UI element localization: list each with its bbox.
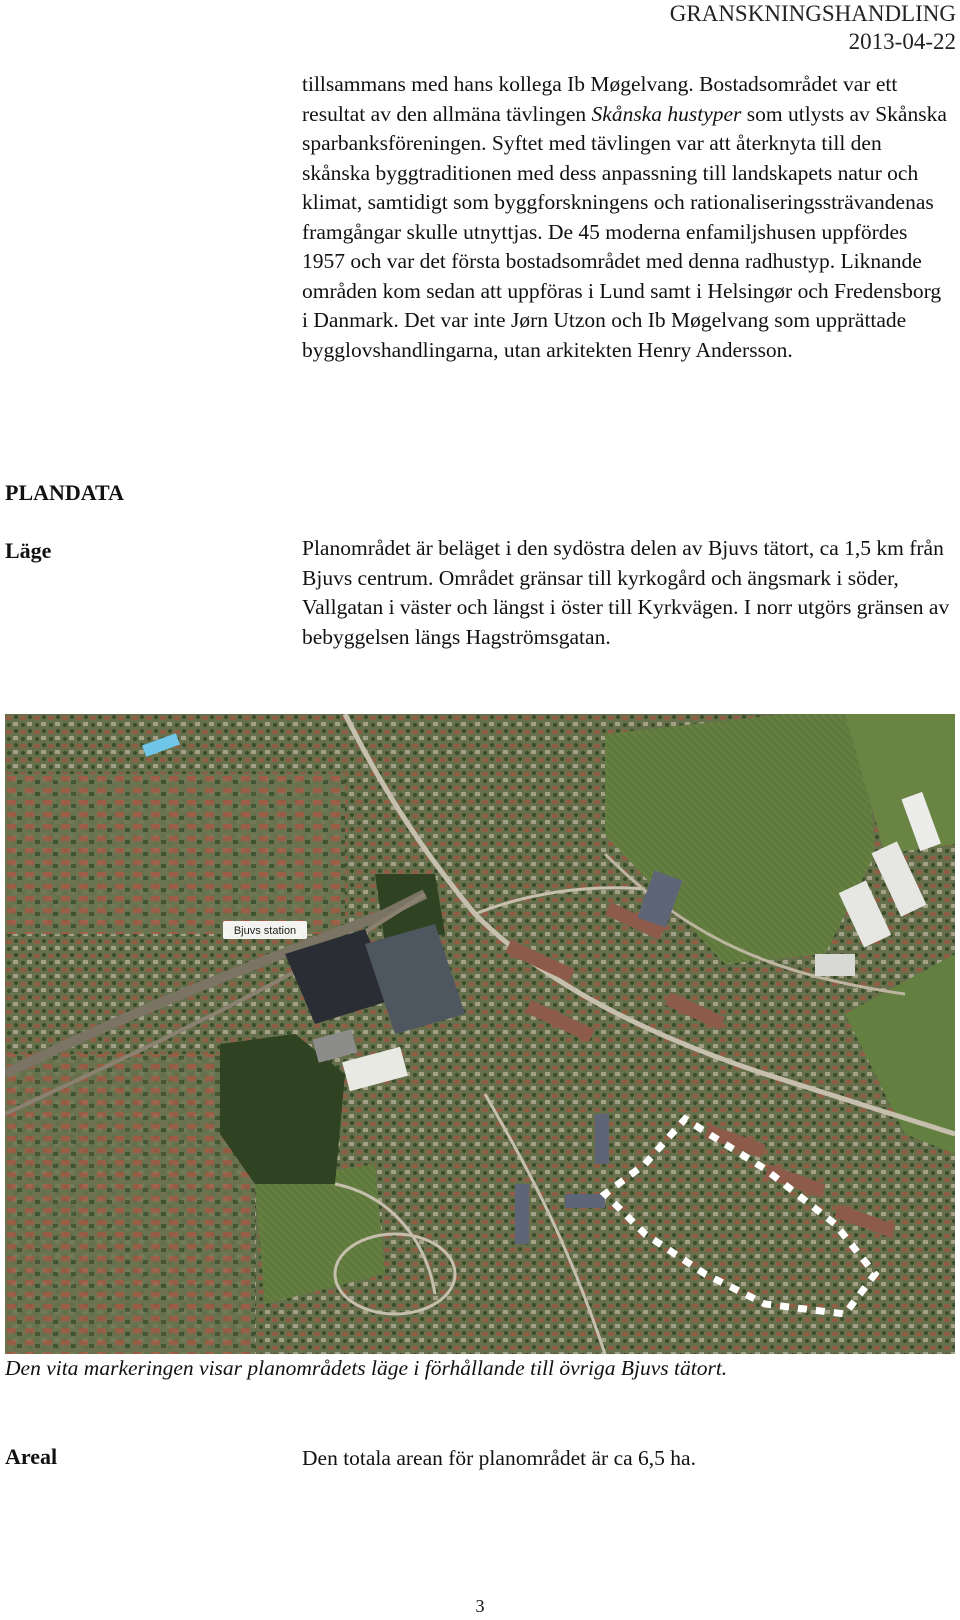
section-title-plandata: PLANDATA bbox=[5, 480, 124, 505]
areal-text: Den totala arean för planområdet är ca 6,5 ha. bbox=[302, 1446, 696, 1470]
warehouse-east-4 bbox=[815, 954, 855, 976]
label-lage: Läge bbox=[5, 538, 52, 563]
residential-southwest bbox=[5, 1054, 255, 1354]
residential-north bbox=[5, 774, 345, 934]
intro-paragraph bbox=[302, 70, 952, 365]
aerial-map bbox=[5, 714, 955, 1354]
intro-text-1: tillsammans med hans kollega Ib Møgelvang. Bostadsområdet var ett resultat av den allmäna tävlingen bbox=[302, 72, 898, 126]
lage-text: Planområdet är beläget i den sydöstra delen av Bjuvs tätort, ca 1,5 km från Bjuvs centrum. Området gränsar till kyrkogård och ängsmark i söder, Vallgatan i väster och längst i öster till Kyrkvägen. I norr utgörs gränsen av bebyggelsen längs Hagströmsgatan. bbox=[302, 536, 950, 649]
station-label-text: Bjuvs station bbox=[233, 925, 297, 937]
document-status: GRANSKNINGSHANDLING bbox=[669, 1, 956, 26]
intro-text-2: som utlysts av Skånska sparbanksföreningen. Syftet med tävlingen var att återknyta till den skånska byggtraditionen med dess anpassning till landskapets natur och klimat, samtidigt som byggforskningens och rationaliseringssträvandenas framgångar skulle utnyttjas. De 45 moderna enfamiljshusen uppfördes 1957 och var det första bostadsområdet med denna radhustyp. Liknande områden kom sedan att uppföras i Lund samt i Helsingør och Fredensborg i Danmark. Det var inte Jørn Utzon och Ib Møgelvang som upprättade bygglovshandlingarna, utan arkitekten Henry Andersson. bbox=[302, 101, 947, 362]
map-caption: Den vita markeringen visar planområdets läge i förhållande till övriga Bjuvs tätort. bbox=[5, 1356, 728, 1380]
station-label bbox=[223, 921, 307, 939]
label-areal: Areal bbox=[5, 1444, 58, 1469]
intro-italic-title: Skånska hustyper bbox=[591, 101, 742, 126]
page-number: 3 bbox=[475, 1596, 485, 1616]
aerial-photo bbox=[5, 714, 955, 1354]
document-date: 2013-04-22 bbox=[848, 29, 956, 54]
document-header bbox=[670, 0, 956, 56]
